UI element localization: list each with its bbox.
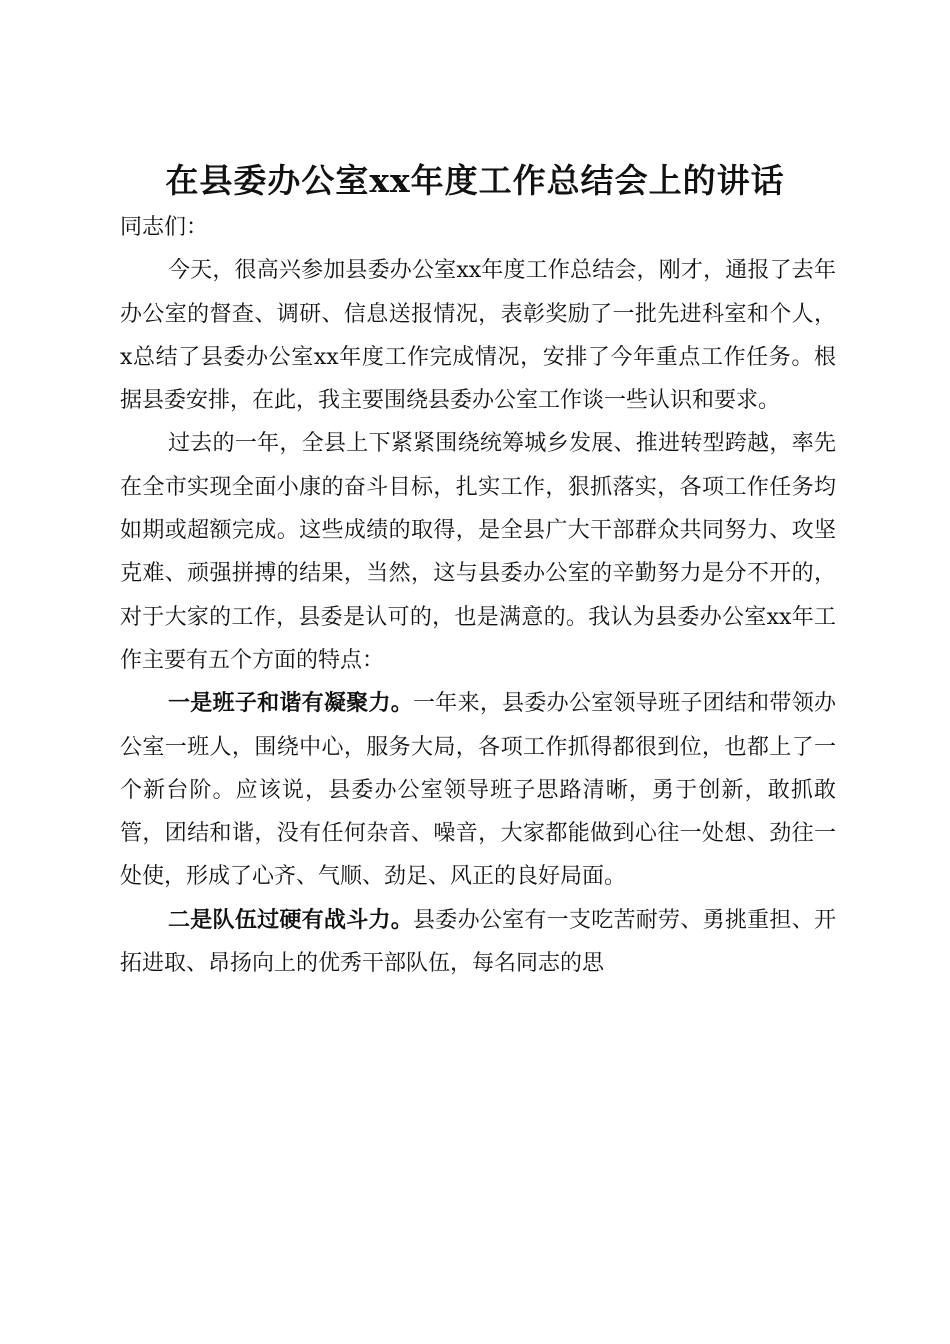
document-body <box>120 206 836 985</box>
salutation: 同志们： <box>120 215 209 240</box>
paragraph-3 <box>120 682 836 898</box>
paragraph-4-text: 县委办公室有一支吃苦耐劳、勇挑重担、开拓进取、昂扬向上的优秀干部队伍，每名同志的思 <box>120 907 836 977</box>
paragraph-2 <box>120 422 836 682</box>
document-title: 在县委办公室xx年度工作总结会上的讲话 <box>165 161 785 201</box>
paragraph-3-text: 一年来，县委办公室领导班子团结和带领办公室一班人，围绕中心，服务大局，各项工作抓得都很到位，也都上了一个新台阶。应该说，县委办公室领导班子思路清晰，勇于创新，敢抓敢管，团结和谐，没有任何杂音、噪音，大家都能做到心往一处想、劲往一处使，形成了心齐、气顺、劲足、风正的良好局面。 <box>120 691 836 890</box>
paragraph-1-text: 今天，很高兴参加县委办公室xx年度工作总结会，刚才，通报了去年办公室的督查、调研、信息送报情况，表彰奖励了一批先进科室和个人，x总结了县委办公室xx年度工作完成情况，安排了今年重点工作任务。根据县委安排，在此，我主要围绕县委办公室工作谈一些认识和要求。 <box>120 258 836 414</box>
paragraph-2-text: 过去的一年，全县上下紧紧围绕统筹城乡发展、推进转型跨越，率先在全市实现全面小康的奋斗目标，扎实工作，狠抓落实，各项工作任务均如期或超额完成。这些成绩的取得，是全县广大干部群众共同努力、攻坚克难、顽强拼搏的结果，当然，这与县委办公室的辛勤努力是分不开的，对于大家的工作，县委是认可的，也是满意的。我认为县委办公室xx年工作主要有五个方面的特点： <box>120 431 836 673</box>
paragraph-4-lead: 二是队伍过硬有战斗力。 <box>168 906 414 933</box>
paragraph-4 <box>120 899 836 986</box>
paragraph-1 <box>120 249 836 422</box>
paragraph-3-lead: 一是班子和谐有凝聚力。 <box>168 690 414 717</box>
